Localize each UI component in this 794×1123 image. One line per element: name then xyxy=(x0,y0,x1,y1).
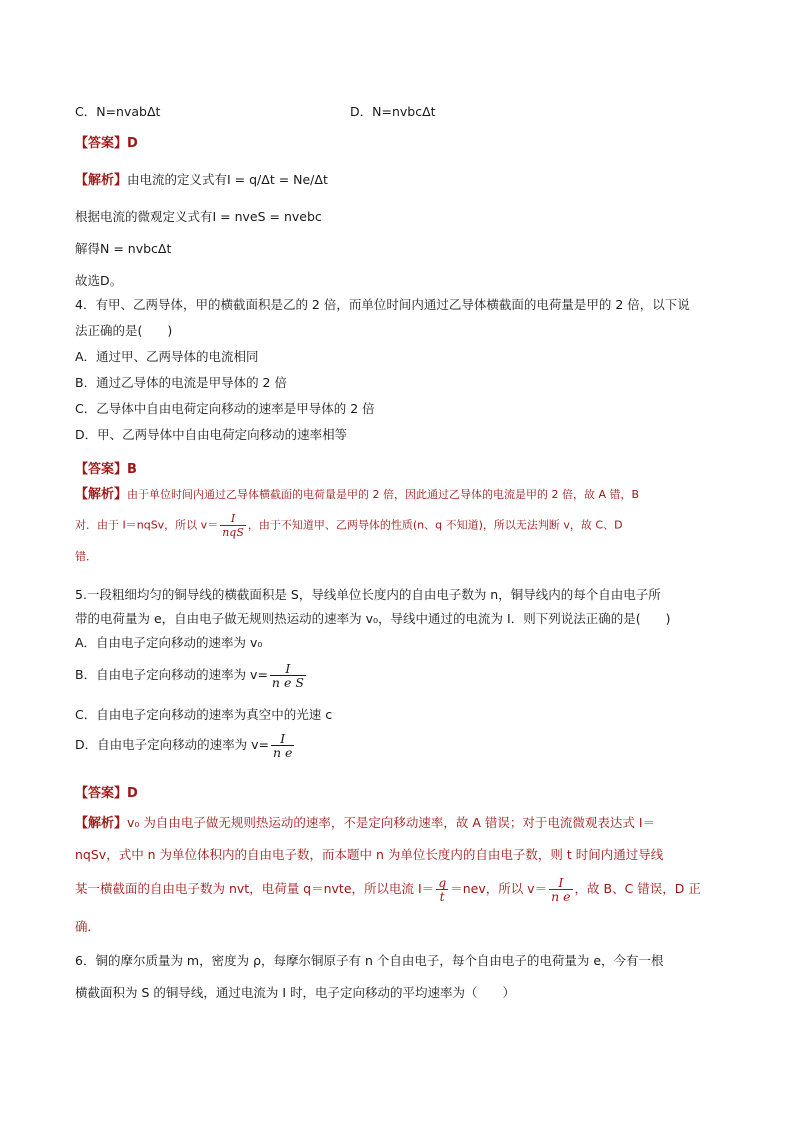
q3-analysis-1 xyxy=(75,171,328,190)
analysis-tag: 【解析】 xyxy=(75,173,128,188)
fraction: $\frac{I}{\text{n e}}$ xyxy=(551,875,571,904)
option-c: C．N=nvabΔt xyxy=(75,104,161,119)
q4-analysis-1 xyxy=(75,486,639,504)
q5-analysis-3 xyxy=(75,874,701,904)
analysis-text: 由电流的定义式有I = q/Δt = Ne/Δt xyxy=(127,172,328,187)
option-d: D．N=nvbcΔt xyxy=(350,104,436,119)
analysis-tag: 【解析】 xyxy=(75,487,128,502)
option-text: B．自由电子定向移动的速率为 v= xyxy=(75,667,268,682)
q5-option-c: C．自由电子定向移动的速率为真空中的光速 c xyxy=(75,707,333,722)
analysis-text: 某一横截面的自由电子数为 nvt，电荷量 q＝nvte，所以电流 I＝ xyxy=(75,881,435,896)
q5-stem-1: 5.一段粗细均匀的铜导线的横截面积是 S，导线单位长度内的自由电子数为 n，铜导线内的每个自由电子所 xyxy=(75,587,661,602)
fraction: $\frac{q}{t}$ xyxy=(438,875,447,904)
answer-tag: 【答案】 xyxy=(75,136,128,151)
q6-stem-1: 6．铜的摩尔质量为 m，密度为 ρ，每摩尔铜原子有 n 个自由电子，每个自由电子的电荷量为 e，今有一根 xyxy=(75,953,664,968)
q3-analysis-2: 根据电流的微观定义式有I = nveS = nvebc xyxy=(75,209,322,224)
q5-analysis-1 xyxy=(75,814,655,833)
answer-value: D xyxy=(127,136,138,151)
analysis-text: 由于单位时间内通过乙导体横截面的电荷量是甲的 2 倍，因此通过乙导体的电流是甲的 2 倍，故 A 错，B xyxy=(127,488,640,501)
q5-answer xyxy=(75,784,138,803)
q5-option-b xyxy=(75,662,308,689)
q6-stem-2: 横截面积为 S 的铜导线，通过电流为 I 时，电子定向移动的平均速率为（ ） xyxy=(75,985,516,1000)
analysis-tag: 【解析】 xyxy=(75,816,128,831)
q4-answer xyxy=(75,460,137,479)
fraction: $\frac{I}{\text{n e}}$ xyxy=(272,731,293,760)
q5-stem-2: 带的电荷量为 e，自由电子做无规则热运动的速率为 v₀，导线中通过的电流为 I．则下列说法正确的是( ) xyxy=(75,611,671,626)
q3-analysis-4: 故选D。 xyxy=(75,273,123,288)
q3-answer xyxy=(75,134,138,153)
analysis-text: 对．由于 I＝nqSv，所以 v＝ xyxy=(75,518,219,532)
q4-option-b: B．通过乙导体的电流是甲导体的 2 倍 xyxy=(75,375,287,390)
q4-analysis-2 xyxy=(75,512,623,539)
q5-analysis-4: 确． xyxy=(75,919,101,934)
analysis-text: ，故 B、C 错误，D 正 xyxy=(574,881,701,896)
q5-option-a: A．自由电子定向移动的速率为 v₀ xyxy=(75,635,263,650)
analysis-text: ＝nev，所以 v＝ xyxy=(450,881,548,896)
q3-analysis-3: 解得N = nvbcΔt xyxy=(75,241,172,256)
analysis-text: ，由于不知道甲、乙两导体的性质(n、q 不知道)，所以无法判断 v，故 C、D xyxy=(247,518,623,532)
answer-value: B xyxy=(127,462,137,477)
q4-option-c: C．乙导体中自由电荷定向移动的速率是甲导体的 2 倍 xyxy=(75,401,375,416)
q4-option-a: A．通过甲、乙两导体的电流相同 xyxy=(75,349,259,364)
fraction: $\frac{I}{\text{n e S}}$ xyxy=(271,661,304,690)
q4-stem-2: 法正确的是( ) xyxy=(75,323,173,338)
q5-analysis-2: nqSv，式中 n 为单位体积内的自由电子数，而本题中 n 为单位长度内的自由电子数，则 t 时间内通过导线 xyxy=(75,847,664,862)
answer-value: D xyxy=(127,786,138,801)
analysis-text: v₀ 为自由电子做无规则热运动的速率，不是定向移动速率，故 A 错误；对于电流微观表达式 I＝ xyxy=(127,815,656,830)
answer-tag: 【答案】 xyxy=(75,786,128,801)
q4-analysis-3: 错． xyxy=(75,550,97,563)
q5-option-d xyxy=(75,732,296,759)
option-text: D．自由电子定向移动的速率为 v= xyxy=(75,737,269,752)
answer-tag: 【答案】 xyxy=(75,462,128,477)
fraction: $\frac{I}{\text{nqS}}$ xyxy=(222,512,244,539)
q4-option-d: D．甲、乙两导体中自由电荷定向移动的速率相等 xyxy=(75,427,348,442)
q4-stem-1: 4．有甲、乙两导体，甲的横截面积是乙的 2 倍，而单位时间内通过乙导体横截面的电荷量是甲的 2 倍，以下说 xyxy=(75,297,690,312)
